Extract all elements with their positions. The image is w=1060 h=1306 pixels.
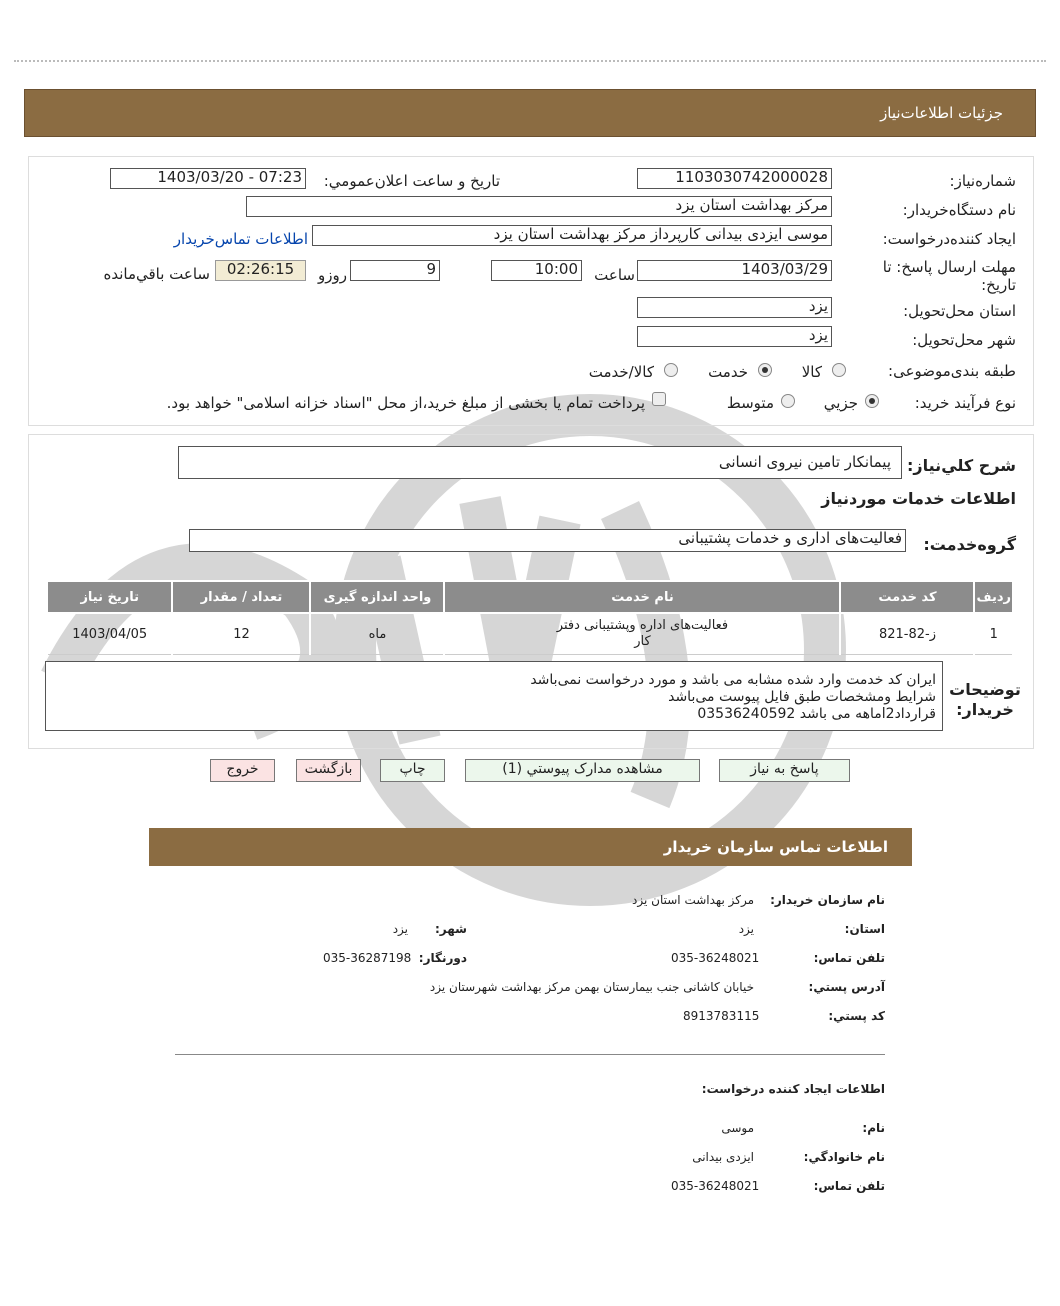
buyer-notes-label: توضيحات خريدار: [949,680,1021,719]
process-radio-medium[interactable] [781,394,795,408]
buyer-note-line: قراردادl2ماهه می باشد 03536240592 [697,706,936,722]
payment-checkbox[interactable] [652,392,666,406]
contact-postal-value: 8913783115 [683,1009,760,1023]
need-number-field: 1103030742000028 [637,168,832,189]
buyer-note-line: ایران کد خدمت وارد شده مشابه می باشد و مورد درخواست نمی‌باشد [530,672,936,688]
contact-address-value: خیابان کاشانی جنب بیمارستان بهمن مرکز بهداشت شهرستان یزد [429,980,754,994]
header-service-code: کد خدمت [840,581,974,613]
header-quantity: تعداد / مقدار [172,581,310,613]
creator-field: موسی ایزدی بیدانی کارپرداز مرکز بهداشت استان یزد [312,225,832,246]
city-field: یزد [637,326,832,347]
cell-unit: ماه [310,613,444,655]
process-option-minor: جزيي [823,394,858,412]
announce-label: تاريخ و ساعت اعلان‌عمومي: [323,172,500,190]
deadline-time-label: ساعت [594,266,635,284]
category-radio-goods[interactable] [832,363,846,377]
announce-field: 1403/03/20 - 07:23 [110,168,306,189]
category-option-both: کالا/خدمت [588,363,654,381]
process-option-medium: متوسط [726,394,774,412]
creator-family-label: نام خانوادگي: [803,1150,885,1164]
buyer-notes-box [45,661,943,731]
deadline-date-field: 1403/03/29 [637,260,832,281]
reply-button[interactable]: پاسخ به نياز [719,759,850,782]
buyer-contact-link[interactable]: اطلاعات تماس‌خريدار [173,230,308,248]
process-radio-minor[interactable] [865,394,879,408]
buyer-note-line: شرایط ومشخصات طبق فایل پیوست می‌باشد [668,689,936,705]
category-option-service: خدمت [708,363,748,381]
contact-fax-value: 035-36287198 [323,951,412,965]
services-title: اطلاعات خدمات موردنياز [821,489,1016,508]
contact-phone-value: 035-36248021 [671,951,760,965]
table-row [47,613,1013,655]
cell-row-index: 1 [974,613,1013,655]
cell-service-name [444,613,840,655]
contact-org-value: مرکز بهداشت استان یزد [632,893,754,907]
cell-need-date: 1403/04/05 [47,613,172,655]
contact-address-label: آدرس پستي: [808,980,885,994]
contact-section-title: اطلاعات تماس سازمان خريدار [663,838,888,856]
contact-fax-label: دورنگار: [418,951,467,965]
contact-section-header [149,828,912,866]
contact-org-label: نام سازمان خريدار: [770,893,885,907]
creator-label: ايجاد کننده‌درخواست: [882,230,1016,248]
contact-province-value: یزد [738,922,754,936]
category-radio-both[interactable] [664,363,678,377]
cell-quantity: 12 [172,613,310,655]
deadline-time-field: 10:00 [491,260,582,281]
exit-button[interactable]: خروج [210,759,275,782]
group-label: گروه‌خدمت: [923,535,1016,554]
page-header [24,89,1036,137]
contact-city-value: یزد [392,922,408,936]
creator-phone-value: 035-36248021 [671,1179,760,1193]
desc-field: پیمانکار تامین نیروی انسانی [178,446,902,479]
days-label: روزو [318,266,347,284]
page-title: جزئيات اطلاعات‌نياز [880,104,1003,122]
group-field: فعالیت‌های اداری و خدمات پشتیبانی [189,529,906,552]
header-need-date: تاريخ نياز [47,581,172,613]
header-unit: واحد اندازه گيری [310,581,444,613]
province-label: استان محل‌تحويل: [903,302,1016,320]
header-row-index: رديف [974,581,1013,613]
desc-label: شرح کلي‌نياز: [907,456,1016,475]
print-button[interactable]: چاپ [380,759,445,782]
creator-name-value: موسی [721,1121,754,1135]
contact-phone-label: تلفن تماس: [813,951,885,965]
header-service-name: نام خدمت [444,581,840,613]
services-table [46,580,1014,655]
province-field: یزد [637,297,832,318]
service-name-line1: فعالیت‌های اداره و‌پشتیبانی دفتر [556,618,729,633]
view-documents-button[interactable]: مشاهده مدارک پيوستي (1) [465,759,700,782]
category-label: طبقه بندی‌موضوعی: [888,362,1016,380]
need-number-label: شماره‌نياز: [949,172,1016,190]
table-header-row [47,581,1013,613]
category-radio-service[interactable] [758,363,772,377]
remaining-timer: 02:26:15 [215,260,306,281]
city-label: شهر محل‌تحويل: [912,331,1016,349]
remaining-label: ساعت باقي‌مانده [103,265,210,283]
buyer-org-label: نام دستگاه‌خريدار: [902,201,1016,219]
creator-family-value: ایزدی بیدانی [692,1150,754,1164]
creator-phone-label: تلفن تماس: [813,1179,885,1193]
creator-name-label: نام: [862,1121,885,1135]
category-option-goods: کالا [801,363,822,381]
back-button[interactable]: بازگشت [296,759,361,782]
service-name-line2: کار [634,634,651,649]
contact-divider [175,1054,885,1055]
creator-info-title: اطلاعات ايجاد کننده درخواست: [701,1082,885,1096]
contact-postal-label: کد پستي: [828,1009,885,1023]
top-divider [14,60,1046,62]
contact-city-label: شهر: [435,922,467,936]
days-field: 9 [350,260,440,281]
process-label: نوع فرآيند خريد: [914,394,1016,412]
buyer-org-field: مرکز بهداشت استان یزد [246,196,832,217]
cell-service-code: ز-82-821 [840,613,974,655]
contact-province-label: استان: [844,922,885,936]
deadline-label: مهلت ارسال پاسخ: تا تاريخ: [882,258,1016,294]
payment-note: پرداخت تمام يا بخشی از مبلغ خريد،از محل "اسناد خزانه اسلامی" خواهد بود. [166,394,645,412]
